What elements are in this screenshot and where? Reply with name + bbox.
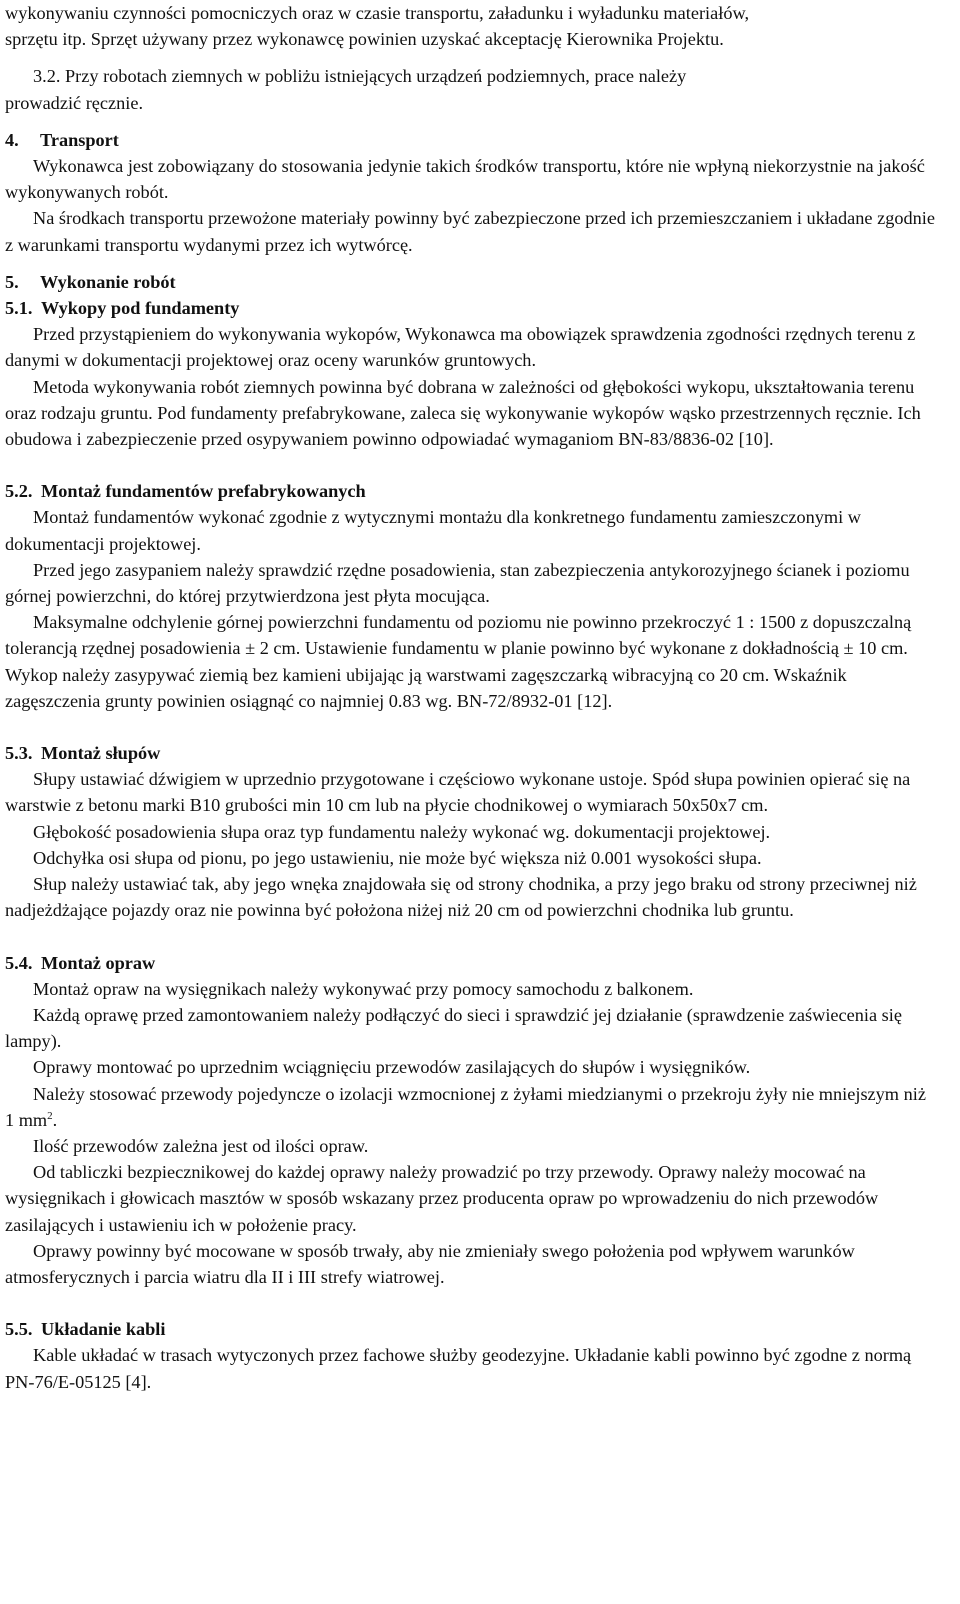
- section-5-4-paragraph-4: [5, 1081, 935, 1133]
- section-5-3-heading: [5, 740, 935, 766]
- section-4-number: 4.: [5, 129, 19, 150]
- section-5-3-paragraph-2: Głębokość posadowienia słupa oraz typ fundamentu należy wykonać wg. dokumentacji projektowej.: [33, 821, 771, 842]
- section-5-4-title: Montaż opraw: [41, 952, 156, 973]
- section-5-2-paragraph-1: Montaż fundamentów wykonać zgodnie z wytycznymi montażu dla konkretnego fundamentu zamieszczonymi w dokumentacji projektowej.: [5, 507, 861, 554]
- section-5-3-title: Montaż słupów: [41, 743, 161, 764]
- squared-superscript: 2: [47, 1109, 53, 1122]
- section-5-2-heading: [5, 478, 935, 504]
- section-5-title: Wykonanie robót: [40, 271, 176, 292]
- section-5-3-paragraph-3: Odchyłka osi słupa od pionu, po jego ustawieniu, nie może być większa niż 0.001 wysokości słupa.: [33, 847, 762, 868]
- section-4-title: Transport: [40, 129, 119, 150]
- section-4-paragraph-2: Na środkach transportu przewożone materiały powinny być zabezpieczone przed ich przemieszczaniem i układane zgodnie z warunkami transportu wydanymi przez ich wytwórcę.: [5, 208, 935, 255]
- section-4-heading: [5, 127, 935, 153]
- section-5-1-number: 5.1.: [5, 298, 33, 319]
- section-5-4-paragraph-7: Oprawy powinny być mocowane w sposób trwały, aby nie zmieniały swego położenia pod wpływem warunków atmosferycznych i parcia wiatru dla II i III strefy wiatrowej.: [5, 1240, 855, 1287]
- section-4-paragraph-1: Wykonawca jest zobowiązany do stosowania jedynie takich środków transportu, które nie wpłyną niekorzystnie na jakość wykonywanych robót.: [5, 156, 925, 203]
- section-5-5-title: Układanie kabli: [41, 1319, 166, 1340]
- section-5-1: [5, 295, 935, 452]
- top-line-1: wykonywaniu czynności pomocniczych oraz w czasie transportu, załadunku i wyładunku materiałów,: [5, 3, 750, 23]
- section-3-2: [5, 63, 935, 115]
- section-5-4-paragraph-5: Ilość przewodów zależna jest od ilości opraw.: [33, 1135, 369, 1156]
- section-5-3-paragraph-1: Słupy ustawiać dźwigiem w uprzednio przygotowane i częściowo wykonane ustoje. Spód słupa powinien opierać się na warstwie z betonu marki B10 grubości min 10 cm lub na płycie chodnikowej o wymiarach 50x50x7 cm.: [5, 769, 911, 816]
- section-5-number: 5.: [5, 271, 19, 292]
- section-5-2-paragraph-2: Przed jego zasypaniem należy sprawdzić rzędne posadowienia, stan zabezpieczenia antykorozyjnego ścianek i poziomu górnej powierzchni, do której przytwierdzona jest płyta mocująca.: [5, 559, 910, 607]
- top-line-2: sprzętu itp. Sprzęt używany przez wykonawcę powinien uzyskać akceptację Kierownika Projektu.: [5, 29, 724, 50]
- section-5-heading: [5, 269, 935, 295]
- section-5-5: [5, 1316, 935, 1395]
- section-5-4-number: 5.4.: [5, 952, 33, 973]
- section-5-1-paragraph-2: Metoda wykonywania robót ziemnych powinna być dobrana w zależności od głębokości wykopu, ukształtowania terenu oraz rodzaju gruntu. Pod fundamenty prefabrykowane, zaleca się wykonywanie wykopów wąsko przestrzennych ręcznie. Ich obudowa i zabezpieczenie przed osypywaniem powinno odpowiadać wymaganiom BN-83/8836-02 [10].: [5, 376, 921, 450]
- top-paragraph: [5, 0, 935, 52]
- section-5-5-heading: [5, 1316, 935, 1342]
- section-5-3-number: 5.3.: [5, 743, 33, 764]
- section-5-4-paragraph-3: Oprawy montować po uprzednim wciągnięciu przewodów zasilających do słupów i wysięgników.: [33, 1057, 751, 1078]
- section-5-4-heading: [5, 950, 935, 976]
- section-5-1-heading: [5, 295, 935, 321]
- section-5-3-paragraph-4: Słup należy ustawiać tak, aby jego wnęka znajdowała się od strony chodnika, a przy jego braku od strony przeciwnej niż nadjeżdżające pojazdy oraz nie powinna być położona niżej niż 20 cm od powierzchni chodnika lub gruntu.: [5, 874, 917, 921]
- section-5-2: [5, 478, 935, 714]
- section-5-4-paragraph-4-text: Należy stosować przewody pojedyncze o izolacji wzmocnionej z żyłami miedzianymi o przekroju żyły nie mniejszym niż 1 mm: [5, 1083, 926, 1130]
- section-5-1-title: Wykopy pod fundamenty: [41, 298, 240, 319]
- section-3-2-text-b: prowadzić ręcznie.: [5, 92, 144, 113]
- section-4: [5, 127, 935, 258]
- section-5-2-title: Montaż fundamentów prefabrykowanych: [41, 481, 366, 502]
- section-5-4-paragraph-6: Od tabliczki bezpiecznikowej do każdej oprawy należy prowadzić po trzy przewody. Oprawy należy mocować na wysięgnikach i głowicach masztów w sposób wskazany przez producenta opraw po wprowadzeniu do nich przewodów zasilających i ustawieniu ich w położenie pracy.: [5, 1162, 879, 1235]
- section-5-4-paragraph-2: Każdą oprawę przed zamontowaniem należy podłączyć do sieci i sprawdzić jej działanie (sprawdzenie zaświecenia się lampy).: [5, 1004, 902, 1052]
- section-5-5-paragraph-1: Kable układać w trasach wytyczonych przez fachowe służby geodezyjne. Układanie kabli powinno być zgodne z normą PN-76/E-05125 [4].: [5, 1345, 912, 1392]
- section-5-1-paragraph-1: Przed przystąpieniem do wykonywania wykopów, Wykonawca ma obowiązek sprawdzenia zgodności rzędnych terenu z danymi w dokumentacji projektowej oraz oceny warunków gruntowych.: [5, 324, 916, 371]
- section-5-2-number: 5.2.: [5, 481, 33, 502]
- section-5-4-paragraph-1: Montaż opraw na wysięgnikach należy wykonywać przy pomocy samochodu z balkonem.: [33, 978, 694, 999]
- section-3-2-text-a: Przy robotach ziemnych w pobliżu istniejących urządzeń podziemnych, prace należy: [60, 66, 687, 87]
- section-3-2-number: 3.2.: [33, 66, 61, 87]
- section-5-4-paragraph-4-end: .: [52, 1109, 58, 1130]
- section-5-4: [5, 950, 935, 1291]
- section-5-5-number: 5.5.: [5, 1319, 33, 1340]
- section-5-2-paragraph-3: Maksymalne odchylenie górnej powierzchni fundamentu od poziomu nie powinno przekroczyć 1 : 1500 z dopuszczalną tolerancją rzędnej posadowienia ± 2 cm. Ustawienie fundamentu w planie powinno być wykonane z dokładnością ± 10 cm. Wykop należy zasypywać ziemią bez kamieni ubijając ją warstwami zagęszczarką wibracyjną co 20 cm. Wskaźnik zagęszczenia grunty powinien osiągnąć co najmniej 0.83 wg. BN-72/8932-01 [12].: [5, 612, 912, 711]
- section-5-3: [5, 740, 935, 923]
